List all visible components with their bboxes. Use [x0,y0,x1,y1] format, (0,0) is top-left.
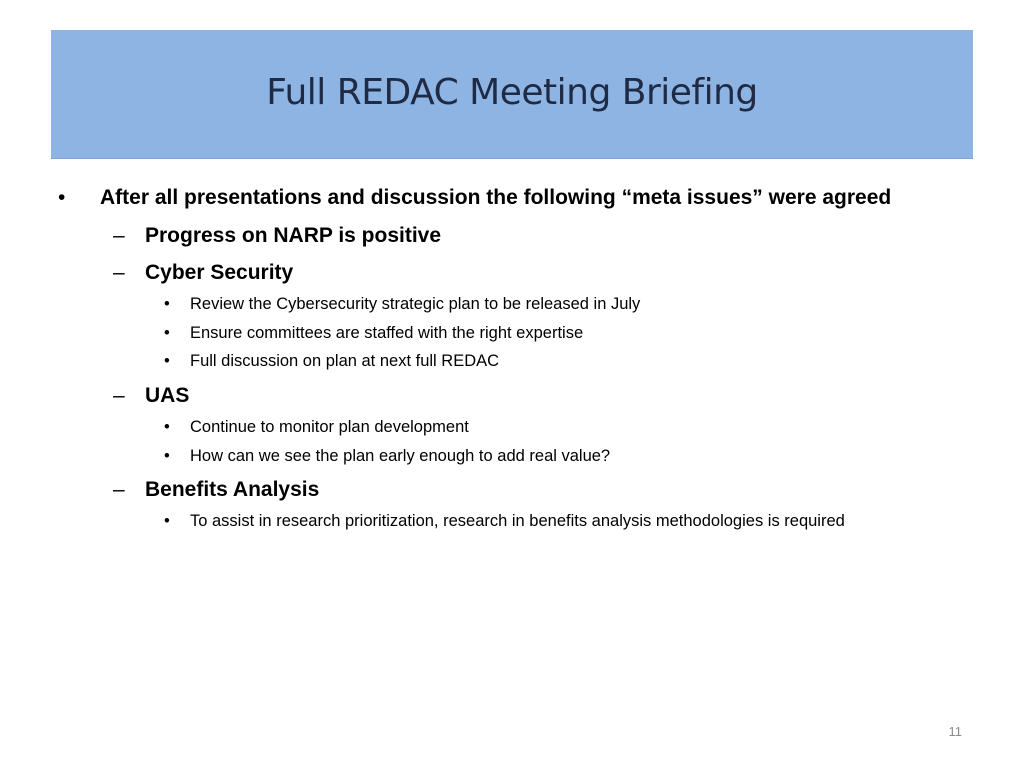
bullet-marker: • [164,512,170,530]
bullet-intro-text: After all presentations and discussion the following “meta issues” were agreed [100,186,892,209]
sub-bullet-text: Continue to monitor plan development [190,418,469,436]
title-banner [51,30,973,159]
bullet-marker: • [164,418,170,436]
slide-title: Full REDAC Meeting Briefing [266,71,758,113]
bullet-marker: • [164,352,170,370]
dash-marker: – [113,384,125,407]
sub-bullet-text: How can we see the plan early enough to add real value? [190,447,611,465]
bullet-narp-text: Progress on NARP is positive [145,224,442,247]
sub-bullet-text: Review the Cybersecurity strategic plan to be released in July [190,295,641,313]
sub-bullet-text: To assist in research prioritization, research in benefits analysis methodologies is required [190,512,845,530]
bullet-cyber-security-text: Cyber Security [145,261,294,284]
dash-marker: – [113,224,125,247]
bullet-marker: • [58,186,66,209]
sub-bullet-text: Ensure committees are staffed with the right expertise [190,324,584,342]
bullet-marker: • [164,295,170,313]
bullet-marker: • [164,324,170,342]
dash-marker: – [113,261,125,284]
page-number: 11 [948,724,962,739]
dash-marker: – [113,478,125,501]
sub-bullet-text: Full discussion on plan at next full REDAC [190,352,500,370]
bullet-marker: • [164,447,170,465]
bullet-benefits-analysis-text: Benefits Analysis [145,478,320,501]
bullet-uas-text: UAS [145,384,190,407]
